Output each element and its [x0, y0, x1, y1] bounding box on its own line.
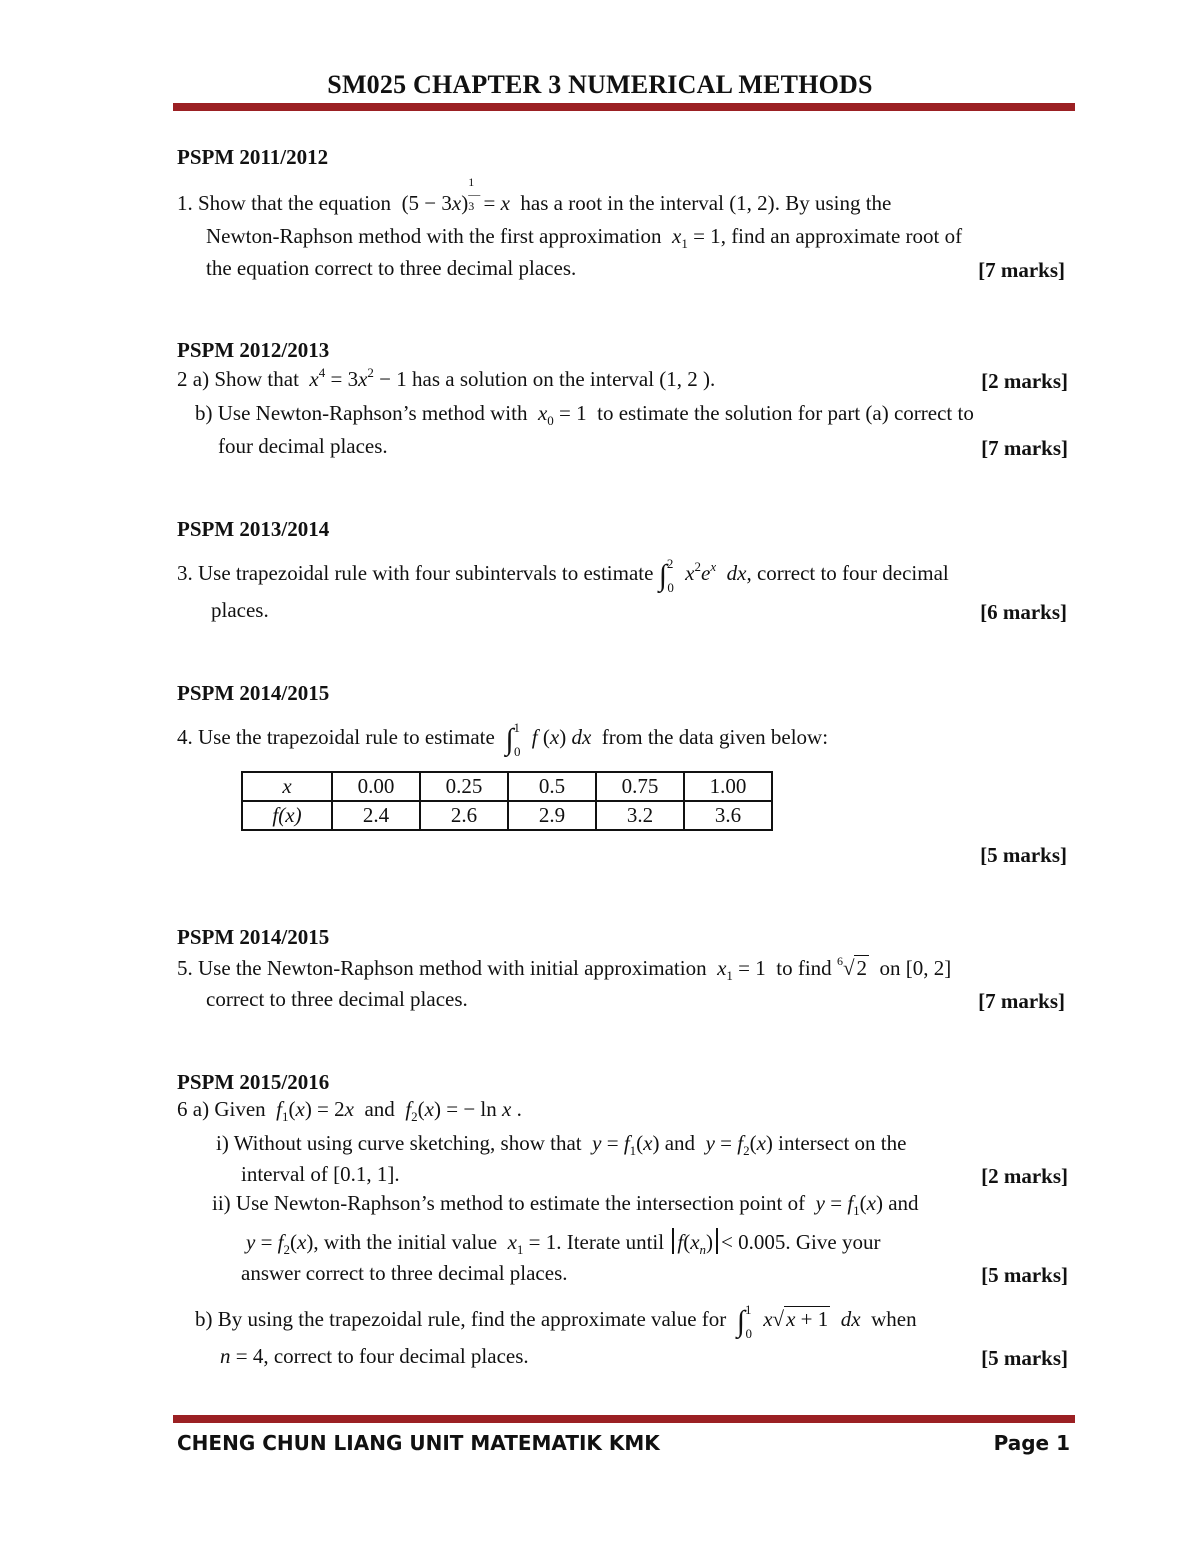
question-3-marks: [6 marks] — [980, 600, 1067, 624]
question-6b-line-2: n = 4, correct to four decimal places. — [220, 1344, 529, 1368]
question-1-line-2: Newton-Raphson method with the first approximation $x_1 = 1$, find an approximate root of — [206, 224, 963, 251]
table-row — [242, 772, 772, 801]
question-2b-line-2: four decimal places. — [218, 434, 388, 458]
header-rule — [173, 103, 1075, 111]
question-5-line-2: correct to three decimal places. — [206, 987, 468, 1011]
section-heading-2014-a: PSPM 2014/2015 — [177, 681, 330, 705]
question-6a-i-line-2: interval of [0.1, 1]. — [241, 1162, 400, 1186]
question-1-line-3: the equation correct to three decimal places. — [206, 256, 577, 280]
question-1-line-1: 1. Show that the equation (5 − 3x) 1 — 3 = x has a root in the interval (1, 2). By using the — [177, 175, 892, 215]
table-cell: 2.9 — [508, 801, 596, 830]
table-row — [242, 801, 772, 830]
question-6a-i-marks: [2 marks] — [981, 1164, 1068, 1188]
question-6a-ii-marks: [5 marks] — [981, 1263, 1068, 1287]
table-cell: 3.2 — [596, 801, 684, 830]
section-heading-2011: PSPM 2011/2012 — [177, 145, 329, 169]
question-2b-marks: [7 marks] — [981, 436, 1068, 460]
question-2a: 2 a) Show that $x^4 = 3x^2 - 1$ has a solution on the interval (1, 2 ). — [177, 365, 716, 391]
question-5-line-1: 5. Use the Newton-Raphson method with initial approximation $x_1 = 1$ to find $^6$√2 on [0, 2] — [177, 954, 952, 983]
question-3-line-1: 3. Use trapezoidal rule with four subintervals to estimate ∫$^2_0$ $x^2e^x$ dx, correct to four decimal — [177, 556, 949, 595]
table-row-label: f(x) — [242, 801, 332, 830]
page-number: Page 1 — [993, 1431, 1070, 1455]
table-cell: 2.4 — [332, 801, 420, 830]
question-2b-line-1: b) Use Newton-Raphson’s method with $x_0 = 1$ to estimate the solution for part (a) correct to — [195, 401, 974, 428]
question-6a-ii-line-1: ii) Use Newton-Raphson’s method to estimate the intersection point of $y = f_1(x)$ and — [212, 1191, 919, 1218]
question-6a-ii-line-2: $y = f_2(x)$, with the initial value $x_1 = 1$. Iterate until $f(x_n) < 0.005$. Give your — [246, 1230, 881, 1257]
data-table — [241, 771, 773, 831]
section-heading-2013: PSPM 2013/2014 — [177, 517, 330, 541]
table-cell: 1.00 — [684, 772, 772, 801]
question-6a-ii-line-3: answer correct to three decimal places. — [241, 1261, 568, 1285]
footer-rule — [173, 1415, 1075, 1423]
page-title: SM025 CHAPTER 3 NUMERICAL METHODS — [327, 70, 873, 99]
table-cell: 0.75 — [596, 772, 684, 801]
footer-author: CHENG CHUN LIANG UNIT MATEMATIK KMK — [177, 1431, 660, 1455]
table-cell: 2.6 — [420, 801, 508, 830]
section-heading-2015: PSPM 2015/2016 — [177, 1070, 330, 1094]
question-6a-i-line-1: i) Without using curve sketching, show that $y = f_1(x)$ and $y = f_2(x)$ intersect on the — [216, 1131, 907, 1158]
question-3-line-2: places. — [211, 598, 269, 622]
question-6a: 6 a) Given $f_1(x) = 2x$ and $f_2(x)$ = − ln x . — [177, 1097, 522, 1124]
question-4-line-1: 4. Use the trapezoidal rule to estimate ∫$^1_0$ f (x) dx from the data given below: — [177, 720, 829, 759]
section-heading-2012: PSPM 2012/2013 — [177, 338, 330, 362]
section-heading-2014-b: PSPM 2014/2015 — [177, 925, 330, 949]
table-cell: 3.6 — [684, 801, 772, 830]
table-cell: 0.5 — [508, 772, 596, 801]
question-2a-marks: [2 marks] — [981, 369, 1068, 393]
question-5-marks: [7 marks] — [978, 989, 1065, 1013]
table-row-label: x — [242, 772, 332, 801]
table-cell: 0.00 — [332, 772, 420, 801]
table-cell: 0.25 — [420, 772, 508, 801]
question-6b-line-1: b) By using the trapezoidal rule, find the approximate value for ∫$^1_0$ x√x + 1 dx when — [195, 1302, 917, 1341]
question-4-marks: [5 marks] — [980, 843, 1067, 867]
question-6b-marks: [5 marks] — [981, 1346, 1068, 1370]
question-1-marks: [7 marks] — [978, 258, 1065, 282]
